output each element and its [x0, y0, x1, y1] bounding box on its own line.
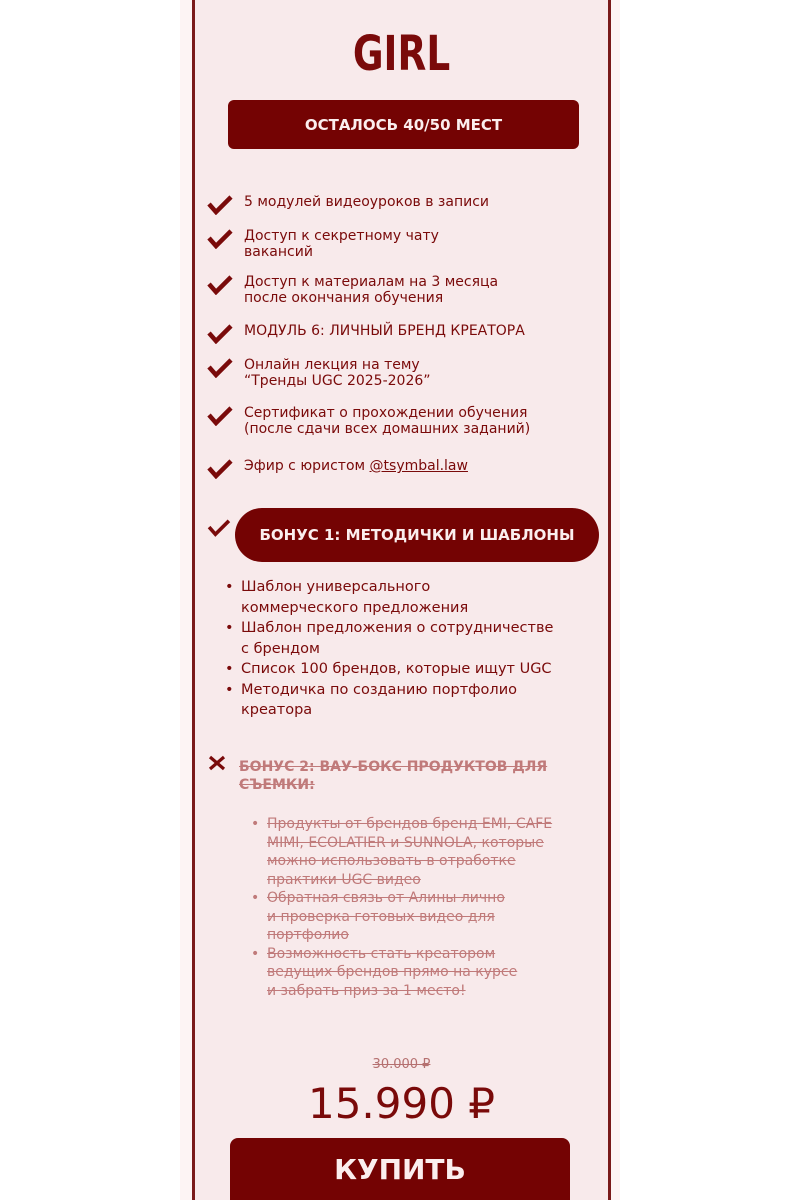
lawyer-link[interactable]: @tsymbal.law — [369, 458, 468, 474]
bonus-2-title-line: БОНУС 2: ВАУ-БОКС ПРОДУКТОВ ДЛЯ — [239, 759, 548, 775]
list-item-line: и забрать приз за 1 место! — [267, 982, 466, 999]
bonus-2-list — [249, 815, 594, 1000]
feature-item — [207, 194, 597, 215]
check-icon — [207, 229, 233, 249]
list-item — [249, 945, 594, 1001]
buy-button-label: КУПИТЬ — [334, 1152, 466, 1186]
check-icon — [207, 275, 233, 295]
list-item-line: • Возможность стать креатором — [267, 945, 496, 962]
list-item-line: и проверка готовых видео для — [267, 908, 495, 925]
check-icon — [207, 519, 231, 537]
seats-remaining-badge — [228, 100, 579, 149]
cross-icon — [208, 755, 226, 771]
list-item-line: • Методичка по созданию портфолио — [241, 681, 517, 698]
list-item — [223, 577, 583, 618]
check-icon — [207, 459, 233, 479]
current-price: 15.990 ₽ — [307, 1079, 496, 1128]
tariff-title: GIRL — [352, 26, 451, 82]
list-item-line: • Список 100 брендов, которые ищут UGC — [241, 661, 552, 677]
list-item — [223, 680, 583, 721]
check-icon — [207, 358, 233, 378]
list-item-line: коммерческого предложения — [241, 599, 469, 616]
feature-item — [207, 458, 597, 479]
buy-button[interactable] — [230, 1138, 570, 1200]
list-item-line: MIMI, ECOLATIER и SUNNOLA, которые — [267, 834, 544, 851]
list-item-line: • Обратная связь от Алины лично — [267, 890, 505, 906]
list-item-line: портфолио — [267, 927, 349, 943]
feature-text: Эфир с юристом — [244, 458, 370, 474]
list-item-line: • Продукты от брендов бренд EMI, CAFE — [267, 816, 553, 832]
feature-text: МОДУЛЬ 6: ЛИЧНЫЙ БРЕНД КРЕАТОРА — [244, 323, 525, 339]
check-icon — [207, 324, 233, 344]
list-item-line: ведущих брендов прямо на курсе — [267, 964, 518, 980]
feature-text: Сертификат о прохождении обучения — [244, 405, 528, 421]
feature-text: “Тренды UGC 2025-2026” — [244, 373, 431, 389]
list-item-line: креатора — [241, 702, 313, 718]
bonus-1-badge — [235, 508, 599, 562]
list-item — [249, 889, 594, 945]
bonus-1-title: БОНУС 1: МЕТОДИЧКИ И ШАБЛОНЫ — [259, 526, 575, 544]
old-price: 30.000 ₽ — [372, 1057, 431, 1072]
feature-item — [207, 357, 597, 389]
feature-text: Доступ к секретному чату — [244, 228, 439, 244]
check-icon — [207, 406, 233, 426]
feature-item — [207, 228, 597, 260]
bonus-2-title — [239, 758, 579, 794]
list-item-line: практики UGC видео — [267, 871, 421, 888]
list-item-line: можно использовать в отработке — [267, 853, 516, 869]
list-item-line: с брендом — [241, 640, 320, 657]
bonus-1-list — [223, 577, 583, 721]
feature-text: Доступ к материалам на 3 месяца — [244, 274, 499, 290]
feature-item — [207, 323, 597, 344]
feature-text: Онлайн лекция на тему — [244, 357, 420, 373]
check-icon — [207, 195, 233, 215]
feature-item — [207, 405, 597, 437]
seats-remaining-label: ОСТАЛОСЬ 40/50 МЕСТ — [304, 115, 503, 134]
list-item-line: • Шаблон предложения о сотрудничестве — [241, 620, 554, 636]
list-item — [223, 659, 583, 680]
tariff-card — [192, 0, 611, 1200]
feature-text: вакансий — [244, 244, 313, 260]
list-item — [249, 815, 594, 889]
feature-text: (после сдачи всех домашних заданий) — [244, 421, 531, 437]
bonus-2-title-line: СЪЕМКИ: — [239, 777, 315, 793]
feature-text: 5 модулей видеоуроков в записи — [244, 194, 489, 210]
feature-text: после окончания обучения — [244, 290, 444, 306]
list-item-line: • Шаблон универсального — [241, 579, 431, 595]
feature-item — [207, 274, 597, 306]
list-item — [223, 618, 583, 659]
